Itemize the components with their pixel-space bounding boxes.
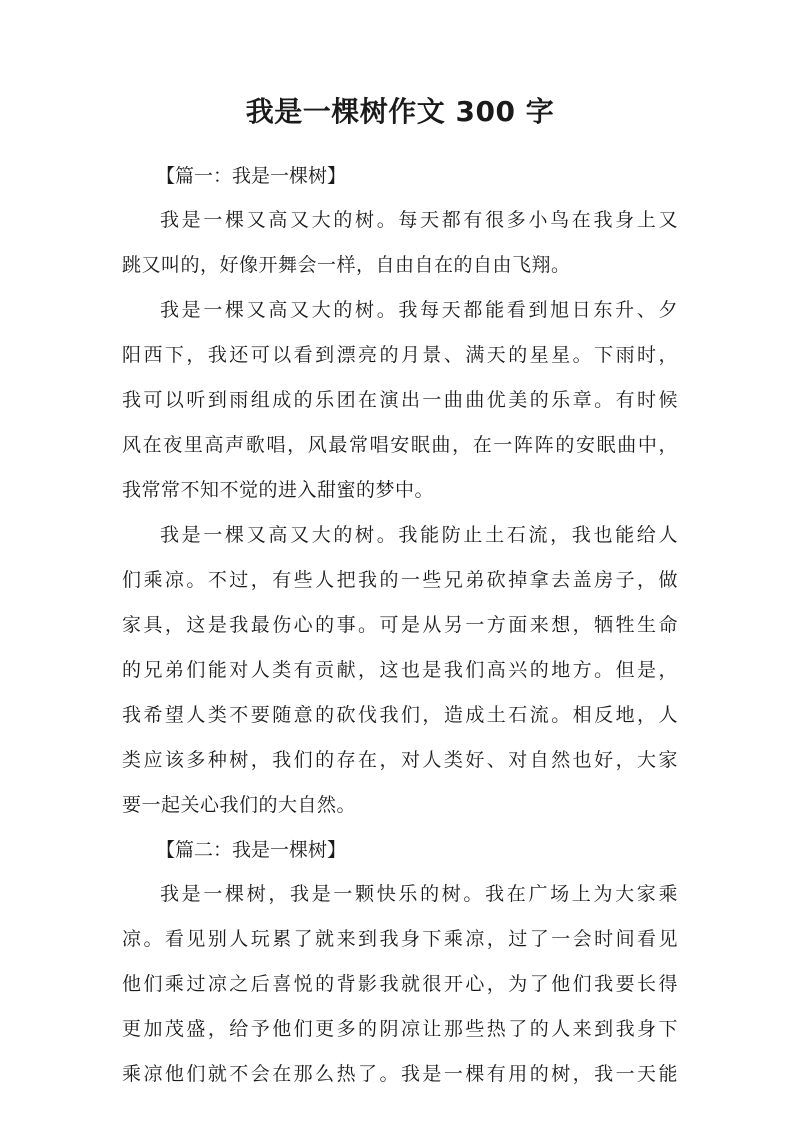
text-line: 我常常不知不觉的进入甜蜜的梦中。 (122, 479, 435, 501)
text-line: 乘凉他们就不会在那么热了。我是一棵有用的树，我一天能 (122, 1063, 678, 1085)
paragraph (122, 872, 678, 1097)
text-line: 凉。看见别人玩累了就来到我身下乘凉，过了一会时间看见 (122, 928, 678, 950)
text-line: 风在夜里高声歌唱，风最常唱安眠曲，在一阵阵的安眠曲中， (122, 434, 678, 456)
text-line: 要一起关心我们的大自然。 (122, 794, 357, 816)
paragraph (122, 513, 678, 828)
text-line: 我是一棵树，我是一颗快乐的树。我在广场上为大家乘 (160, 883, 678, 905)
document-title: 我是一棵树作文 300 字 (245, 95, 555, 128)
text-line: 我是一棵又高又大的树。我每天都能看到旭日东升、夕 (160, 299, 678, 321)
text-line: 更加茂盛，给予他们更多的阴凉让那些热了的人来到我身下 (122, 1018, 678, 1040)
text-line: 们乘凉。不过，有些人把我的一些兄弟砍掉拿去盖房子，做 (122, 569, 678, 591)
section-heading: 【篇二：我是一棵树】 (156, 839, 347, 861)
text-line: 阳西下，我还可以看到漂亮的月景、满天的星星。下雨时， (122, 344, 678, 366)
text-line: 我是一棵又高又大的树。我能防止土石流，我也能给人 (160, 524, 678, 546)
section-2 (122, 828, 678, 1097)
text-line: 类应该多种树，我们的存在，对人类好、对自然也好，大家 (122, 749, 678, 771)
paragraph (122, 198, 678, 288)
section-1 (122, 154, 678, 828)
text-line: 我希望人类不要随意的砍伐我们，造成土石流。相反地，人 (122, 704, 678, 726)
paragraph (122, 288, 678, 513)
text-line: 的兄弟们能对人类有贡献，这也是我们高兴的地方。但是， (122, 659, 678, 681)
text-line: 我可以听到雨组成的乐团在演出一曲曲优美的乐章。有时候 (122, 389, 678, 411)
text-line: 他们乘过凉之后喜悦的背影我就很开心，为了他们我要长得 (122, 973, 678, 995)
text-line: 家具，这是我最伤心的事。可是从另一方面来想，牺牲生命 (122, 614, 678, 636)
text-line: 跳又叫的，好像开舞会一样，自由自在的自由飞翔。 (122, 254, 571, 276)
section-heading: 【篇一：我是一棵树】 (156, 165, 347, 187)
text-line: 我是一棵又高又大的树。每天都有很多小鸟在我身上又 (160, 209, 678, 231)
